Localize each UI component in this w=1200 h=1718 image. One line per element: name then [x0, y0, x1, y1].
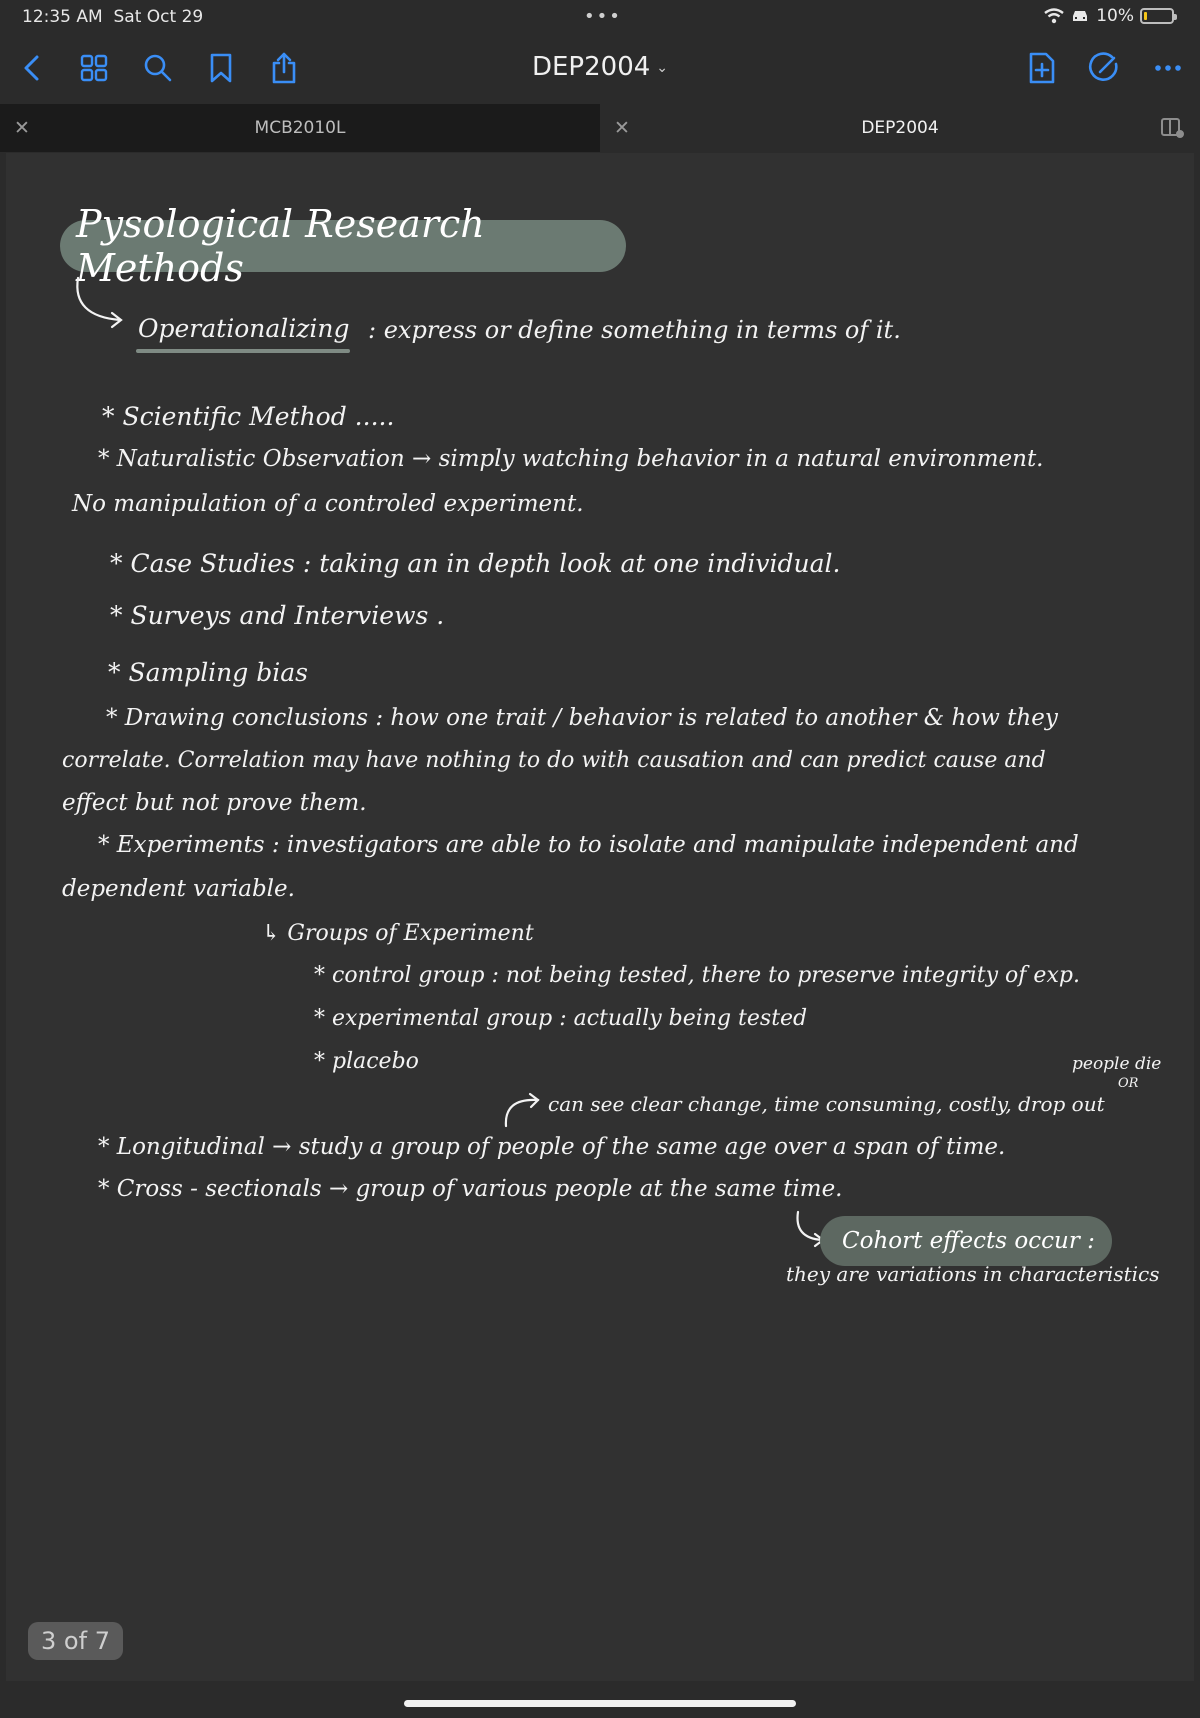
note-line: * experimental group : actually being tested — [314, 1006, 808, 1031]
note-line: dependent variable. — [62, 876, 295, 902]
note-line: * Naturalistic Observation → simply watching behavior in a natural environment. — [98, 446, 1044, 472]
wifi-icon — [1044, 8, 1064, 24]
note-line: * Surveys and Interviews . — [110, 601, 445, 630]
curved-arrow-icon — [70, 276, 130, 336]
tab-dep2004[interactable]: ✕ DEP2004 — [600, 104, 1200, 152]
note-line: * placebo — [314, 1049, 419, 1074]
battery-icon — [1140, 8, 1174, 24]
status-indicators — [1044, 6, 1174, 26]
home-indicator[interactable] — [404, 1700, 796, 1707]
note-line: * Scientific Method ..... — [102, 402, 395, 431]
add-page-icon[interactable] — [1024, 50, 1060, 86]
note-line: * control group : not being tested, there to preserve integrity of exp. — [314, 963, 1080, 988]
status-time-date: 12:35 AM Sat Oct 29 — [22, 7, 204, 27]
note-line: * Case Studies : taking an in depth look at one individual. — [110, 549, 841, 578]
note-page[interactable] — [6, 153, 1194, 1681]
note-line: they are variations in characteristics — [786, 1262, 1160, 1286]
close-icon[interactable]: ✕ — [614, 117, 630, 139]
operationalizing-definition: : express or define something in terms of it. — [368, 316, 901, 344]
note-line: effect but not prove them. — [62, 790, 367, 816]
multitask-dots-icon[interactable]: ••• — [584, 6, 622, 27]
note-line: * Drawing conclusions : how one trait / behavior is related to another & how they — [106, 705, 1058, 731]
more-options-icon[interactable] — [1150, 50, 1186, 86]
page-indicator[interactable]: 3 of 7 — [28, 1622, 123, 1660]
note-title: Pysological Research Methods — [60, 220, 626, 272]
note-line: can see clear change, time consuming, costly, drop out — [548, 1092, 1105, 1116]
note-line: ↳ Groups of Experiment — [262, 921, 534, 946]
note-line: OR — [1118, 1076, 1139, 1091]
curved-arrow-icon — [500, 1092, 544, 1128]
close-icon[interactable]: ✕ — [14, 117, 30, 139]
note-line: * Longitudinal → study a group of people of the same age over a span of time. — [98, 1134, 1006, 1160]
note-line: * Sampling bias — [108, 658, 308, 687]
tab-mcb2010l[interactable]: ✕ MCB2010L — [0, 104, 600, 152]
operationalizing-underline — [136, 349, 350, 353]
tab-bar — [0, 104, 1200, 152]
note-line: * Experiments : investigators are able to to isolate and manipulate independent and — [98, 832, 1079, 858]
note-line: * Cross - sectionals → group of various people at the same time. — [98, 1176, 843, 1202]
note-line: correlate. Correlation may have nothing to do with causation and can predict cause and — [62, 748, 1046, 773]
document-title[interactable]: DEP2004 ⌄ — [531, 52, 669, 82]
note-line: No manipulation of a controled experiment. — [72, 491, 584, 517]
pencil-circle-icon[interactable] — [1086, 50, 1122, 86]
operationalizing-term: Operationalizing — [138, 314, 350, 343]
status-bar — [0, 0, 1200, 36]
cohort-effects-highlight: Cohort effects occur : — [820, 1216, 1112, 1266]
battery-percent: 10% — [1096, 6, 1134, 26]
note-line: people die — [1072, 1054, 1162, 1074]
split-view-icon[interactable] — [1160, 117, 1184, 139]
chevron-down-icon: ⌄ — [656, 59, 669, 76]
car-icon — [1070, 8, 1090, 24]
toolbar — [0, 36, 1200, 104]
